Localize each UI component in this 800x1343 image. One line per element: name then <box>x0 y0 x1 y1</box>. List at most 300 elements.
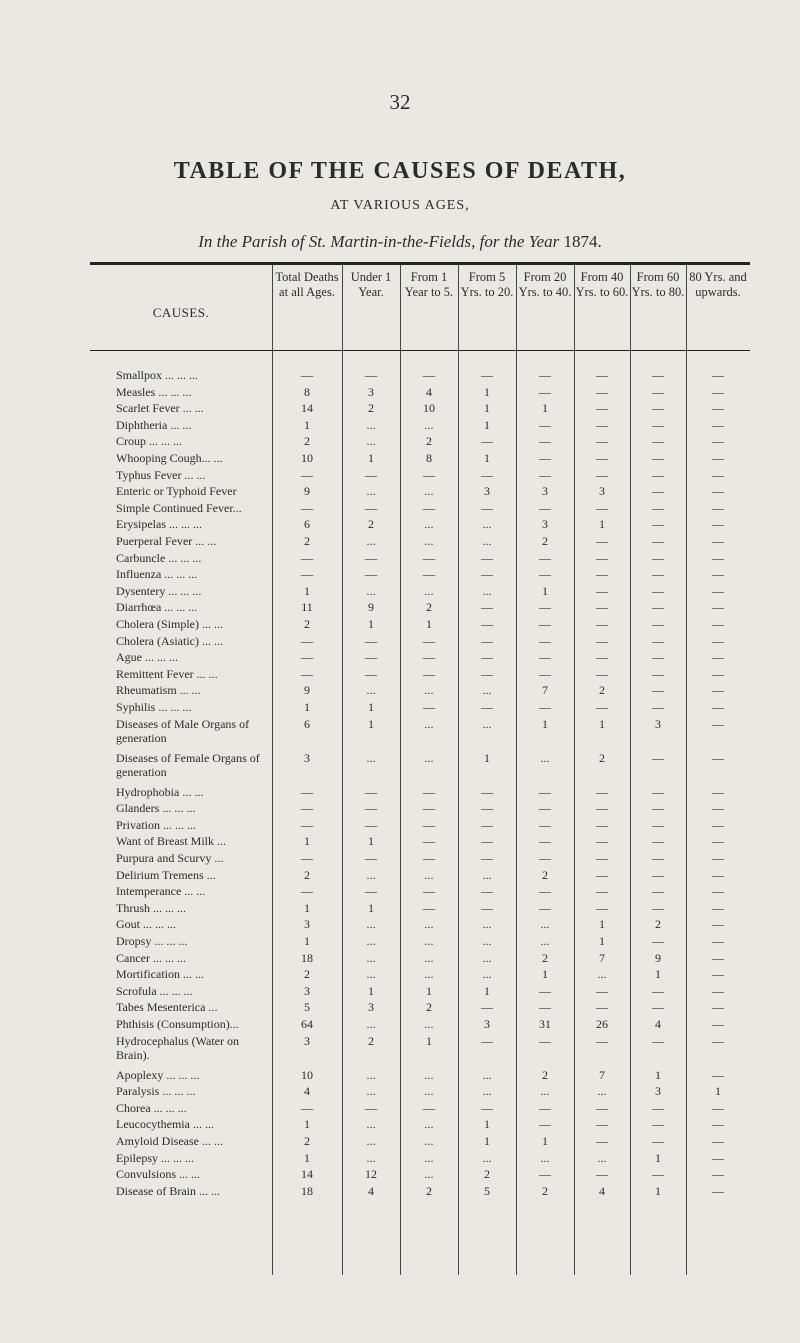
table-cell: — <box>652 851 664 865</box>
table-cell: 2 <box>542 867 548 882</box>
table-cell: 3 <box>542 484 548 499</box>
table-cell: — <box>712 1017 724 1031</box>
table-cell: 11 <box>301 600 313 615</box>
table-cell: 2 <box>484 1167 490 1182</box>
table-cell: 1 <box>484 384 490 399</box>
table-cell: 1 <box>304 583 310 598</box>
table-cell: — <box>539 834 551 849</box>
table-row <box>0 418 800 434</box>
table-cell: — <box>712 600 724 615</box>
table-cell: — <box>712 467 724 482</box>
table-cell: — <box>652 650 664 665</box>
table-cell: — <box>652 934 664 948</box>
table-row <box>0 517 800 533</box>
table-cell: ... <box>424 716 434 731</box>
table-row <box>0 884 800 900</box>
table-cell: ... <box>424 867 434 882</box>
table-cell: ... <box>424 950 434 965</box>
table-cell: 1 <box>368 900 374 915</box>
table-cell: — <box>596 1134 608 1148</box>
table-row <box>0 818 800 834</box>
table-cell: — <box>712 884 724 899</box>
table-cell: — <box>712 683 724 698</box>
table-cell: ... <box>540 934 550 948</box>
table-cell: 2 <box>304 1134 310 1148</box>
table-cell: — <box>652 600 664 615</box>
table-cell: — <box>652 683 664 698</box>
table-cell: 3 <box>304 983 310 998</box>
cause-name: Apoplexy ... ... ... <box>116 1067 200 1082</box>
table-cell: — <box>481 500 493 515</box>
table-cell: 1 <box>655 1150 661 1165</box>
table-row <box>0 468 800 484</box>
table-cell: 10 <box>423 401 435 416</box>
table-cell: — <box>712 1167 724 1182</box>
table-cell: — <box>596 900 608 915</box>
cause-name: Smallpox ... ... ... <box>116 368 199 382</box>
table-cell: — <box>539 801 551 816</box>
table-cell: — <box>481 834 493 849</box>
table-cell: — <box>712 851 724 865</box>
table-cell: 1 <box>599 716 605 731</box>
table-cell: 4 <box>599 1183 605 1198</box>
cause-name: Influenza ... ... ... <box>116 567 198 582</box>
table-cell: 1 <box>655 1183 661 1198</box>
table-cell: — <box>652 1117 664 1132</box>
table-cell: — <box>301 851 313 865</box>
table-cell: 1 <box>304 834 310 849</box>
table-cell: — <box>712 1100 724 1115</box>
table-cell: 8 <box>304 384 310 399</box>
table-cell: — <box>712 434 724 449</box>
table-cell: — <box>481 550 493 565</box>
table-cell: 1 <box>484 1134 490 1148</box>
table-cell: ... <box>482 867 492 882</box>
cause-name: Phthisis (Consumption)... <box>116 1017 239 1031</box>
table-row <box>0 385 800 401</box>
table-cell: — <box>712 983 724 998</box>
table-cell: — <box>652 983 664 998</box>
header-60-to-80: From 60 Yrs. to 80. <box>631 270 685 299</box>
table-cell: 3 <box>599 484 605 499</box>
table-cell: 1 <box>484 1117 490 1132</box>
table-cell: — <box>301 633 313 648</box>
cause-name: Leucocythemia ... ... <box>116 1117 214 1132</box>
table-cell: 1 <box>599 917 605 932</box>
table-cell: ... <box>366 1017 376 1031</box>
table-cell: — <box>301 467 313 482</box>
table-cell: — <box>712 500 724 515</box>
table-row <box>0 617 800 633</box>
table-row <box>0 667 800 683</box>
table-row <box>0 501 800 517</box>
table-cell: — <box>712 384 724 399</box>
table-cell: — <box>652 1167 664 1182</box>
table-row <box>0 1068 800 1084</box>
table-cell: — <box>596 550 608 565</box>
table-cell: 2 <box>542 950 548 965</box>
table-cell: — <box>712 834 724 849</box>
table-cell: 3 <box>655 1084 661 1099</box>
table-cell: — <box>481 801 493 816</box>
table-cell: 3 <box>484 1017 490 1031</box>
cause-name: Diseases of Female Organs of generation <box>116 750 260 779</box>
table-cell: — <box>481 1000 493 1015</box>
page-number: 32 <box>389 90 411 114</box>
table-cell: 3 <box>484 484 490 499</box>
table-cell: — <box>423 801 435 816</box>
table-cell: — <box>712 967 724 982</box>
table-cell: — <box>365 817 377 832</box>
table-cell: — <box>423 650 435 665</box>
table-row <box>0 785 800 801</box>
table-cell: ... <box>424 750 434 765</box>
table-row <box>0 1017 800 1033</box>
table-row <box>0 584 800 600</box>
table-cell: 10 <box>301 451 313 465</box>
table-cell: ... <box>424 1067 434 1082</box>
table-cell: — <box>712 716 724 731</box>
table-row <box>0 1167 800 1183</box>
cause-name: Carbuncle ... ... ... <box>116 550 202 565</box>
table-cell: 7 <box>542 683 548 698</box>
table-row <box>0 551 800 567</box>
table-cell: — <box>423 700 435 714</box>
table-cell: — <box>712 617 724 631</box>
table-cell: 2 <box>542 1183 548 1198</box>
table-cell: 2 <box>304 434 310 449</box>
table-cell: — <box>712 417 724 432</box>
table-row <box>0 451 800 467</box>
table-cell: — <box>423 567 435 582</box>
table-row <box>0 951 800 967</box>
table-subtitle: AT VARIOUS AGES, <box>330 198 470 213</box>
table-cell: — <box>596 1117 608 1132</box>
table-cell: — <box>712 1033 724 1048</box>
table-cell: — <box>539 1117 551 1132</box>
cause-name: Scrofula ... ... ... <box>116 983 193 998</box>
table-cell: 2 <box>426 1183 432 1198</box>
table-cell: — <box>301 817 313 832</box>
header-80-up: 80 Yrs. and upwards. <box>689 270 747 299</box>
table-cell: 4 <box>426 384 432 399</box>
table-cell: — <box>365 368 377 382</box>
table-cell: — <box>365 567 377 582</box>
table-cell: — <box>481 1033 493 1048</box>
table-row <box>0 1117 800 1133</box>
table-cell: — <box>712 950 724 965</box>
table-cell: — <box>539 900 551 915</box>
cause-name: Ague ... ... ... <box>116 650 178 665</box>
table-cell: — <box>652 583 664 598</box>
table-cell: ... <box>482 967 492 982</box>
table-cell: — <box>596 417 608 432</box>
table-cell: 1 <box>368 834 374 849</box>
table-cell: 1 <box>542 967 548 982</box>
cause-name: Croup ... ... ... <box>116 434 182 449</box>
table-cell: — <box>423 633 435 648</box>
cause-name: Enteric or Typhoid Fever <box>116 484 237 499</box>
top-rule <box>90 262 750 265</box>
table-cell: ... <box>366 683 376 698</box>
table-cell: — <box>365 633 377 648</box>
cause-name: Hydrophobia ... ... <box>116 784 204 799</box>
table-cell: 3 <box>368 384 374 399</box>
table-row <box>0 901 800 917</box>
table-cell: — <box>481 851 493 865</box>
table-cell: 1 <box>655 967 661 982</box>
table-cell: ... <box>366 534 376 548</box>
table-cell: — <box>301 550 313 565</box>
table-cell: 10 <box>301 1067 313 1082</box>
table-cell: ... <box>366 867 376 882</box>
table-row <box>0 1184 800 1200</box>
table-cell: 8 <box>426 451 432 465</box>
table-cell: — <box>365 550 377 565</box>
table-cell: — <box>652 434 664 449</box>
table-cell: 2 <box>368 517 374 532</box>
table-cell: — <box>712 1183 724 1198</box>
cause-name: Erysipelas ... ... ... <box>116 517 202 532</box>
table-cell: — <box>596 851 608 865</box>
table-cell: — <box>301 567 313 582</box>
table-cell: 9 <box>368 600 374 615</box>
table-cell: — <box>596 451 608 465</box>
table-cell: ... <box>482 583 492 598</box>
table-cell: 14 <box>301 1167 313 1182</box>
header-20-to-40: From 20 Yrs. to 40. <box>518 270 572 299</box>
table-cell: — <box>652 817 664 832</box>
table-row <box>0 1084 800 1100</box>
table-cell: — <box>712 1000 724 1015</box>
cause-name: Dysentery ... ... ... <box>116 583 202 598</box>
table-cell: — <box>596 834 608 849</box>
table-cell: — <box>481 368 493 382</box>
table-cell: 1 <box>542 1134 548 1148</box>
table-cell: ... <box>482 517 492 532</box>
table-cell: — <box>712 867 724 882</box>
table-cell: — <box>539 884 551 899</box>
table-row <box>0 716 800 745</box>
cause-name: Rheumatism ... ... <box>116 683 201 698</box>
table-cell: ... <box>424 1117 434 1132</box>
table-cell: ... <box>482 683 492 698</box>
table-cell: — <box>539 500 551 515</box>
table-cell: ... <box>424 534 434 548</box>
table-cell: — <box>481 600 493 615</box>
table-cell: ... <box>482 950 492 965</box>
table-cell: 2 <box>542 534 548 548</box>
table-cell: ... <box>424 683 434 698</box>
table-cell: ... <box>366 1134 376 1148</box>
table-cell: ... <box>366 934 376 948</box>
cause-name: Epilepsy ... ... ... <box>116 1150 194 1165</box>
table-cell: ... <box>540 1150 550 1165</box>
table-cell: 6 <box>304 716 310 731</box>
table-cell: — <box>712 401 724 416</box>
table-cell: — <box>365 884 377 899</box>
table-cell: ... <box>540 750 550 765</box>
cause-name: Gout ... ... ... <box>116 917 176 932</box>
table-cell: 2 <box>304 867 310 882</box>
table-cell: — <box>481 434 493 449</box>
table-cell: — <box>539 633 551 648</box>
table-cell: — <box>712 934 724 948</box>
table-cell: — <box>423 834 435 849</box>
table-cell: — <box>481 650 493 665</box>
table-cell: — <box>712 368 724 382</box>
table-cell: — <box>712 517 724 532</box>
table-cell: ... <box>482 534 492 548</box>
table-cell: — <box>652 900 664 915</box>
table-cell: — <box>539 617 551 631</box>
table-row <box>0 567 800 583</box>
table-cell: — <box>712 534 724 548</box>
table-cell: 3 <box>304 1033 310 1048</box>
table-cell: — <box>596 368 608 382</box>
table-cell: 1 <box>368 451 374 465</box>
table-cell: — <box>481 633 493 648</box>
table-cell: 18 <box>301 950 313 965</box>
table-cell: 4 <box>368 1183 374 1198</box>
table-cell: — <box>423 500 435 515</box>
table-cell: — <box>652 784 664 799</box>
table-row <box>0 834 800 850</box>
table-cell: — <box>539 417 551 432</box>
table-cell: — <box>365 666 377 681</box>
table-cell: — <box>301 368 313 382</box>
table-row <box>0 750 800 779</box>
header-under-1: Under 1 Year. <box>350 270 392 299</box>
year: 1874. <box>563 232 602 251</box>
table-cell: — <box>423 851 435 865</box>
table-row <box>0 1033 800 1062</box>
table-cell: — <box>652 1033 664 1048</box>
table-cell: — <box>596 600 608 615</box>
table-row <box>0 401 800 417</box>
table-cell: 3 <box>655 716 661 731</box>
table-cell: — <box>365 851 377 865</box>
table-cell: ... <box>366 1067 376 1082</box>
table-cell: — <box>652 467 664 482</box>
table-cell: ... <box>597 1150 607 1165</box>
table-cell: — <box>596 1000 608 1015</box>
table-row <box>0 434 800 450</box>
table-cell: — <box>596 817 608 832</box>
cause-name: Typhus Fever ... ... <box>116 467 206 482</box>
table-cell: 5 <box>304 1000 310 1015</box>
table-cell: — <box>596 467 608 482</box>
table-title: TABLE OF THE CAUSES OF DEATH, <box>173 158 627 184</box>
table-cell: 3 <box>542 517 548 532</box>
cause-name: Puerperal Fever ... ... <box>116 534 217 548</box>
table-cell: 2 <box>368 1033 374 1048</box>
table-cell: ... <box>424 1150 434 1165</box>
table-cell: — <box>652 368 664 382</box>
table-cell: 2 <box>599 683 605 698</box>
table-cell: ... <box>366 434 376 449</box>
table-cell: — <box>539 384 551 399</box>
cause-name: Remittent Fever ... ... <box>116 666 218 681</box>
table-cell: 64 <box>301 1017 313 1031</box>
table-cell: 3 <box>304 917 310 932</box>
table-cell: 1 <box>304 1117 310 1132</box>
table-cell: ... <box>482 716 492 731</box>
cause-name: Simple Continued Fever... <box>116 500 242 515</box>
table-cell: — <box>539 784 551 799</box>
header-rule <box>90 350 750 351</box>
header-causes: CAUSES. <box>152 305 210 320</box>
table-cell: — <box>596 867 608 882</box>
table-cell: 1 <box>542 716 548 731</box>
table-cell: — <box>652 517 664 532</box>
table-cell: ... <box>482 934 492 948</box>
table-cell: — <box>301 1100 313 1115</box>
table-cell: — <box>539 1033 551 1048</box>
table-cell: — <box>652 834 664 849</box>
table-cell: ... <box>540 1084 550 1099</box>
table-cell: — <box>481 567 493 582</box>
table-cell: ... <box>597 1084 607 1099</box>
table-cell: — <box>539 567 551 582</box>
table-cell: — <box>481 784 493 799</box>
table-cell: 2 <box>304 617 310 631</box>
table-cell: 9 <box>655 950 661 965</box>
table-cell: — <box>652 617 664 631</box>
table-cell: — <box>365 467 377 482</box>
header-40-to-60: From 40 Yrs. to 60. <box>575 270 629 299</box>
table-row <box>0 484 800 500</box>
table-cell: ... <box>424 583 434 598</box>
table-cell: — <box>712 1134 724 1148</box>
table-row <box>0 1000 800 1016</box>
table-cell: — <box>423 884 435 899</box>
table-cell: — <box>652 401 664 416</box>
table-cell: 2 <box>426 600 432 615</box>
table-row <box>0 368 800 384</box>
cause-name: Purpura and Scurvy ... <box>116 851 224 865</box>
table-cell: — <box>481 900 493 915</box>
table-cell: — <box>596 1033 608 1048</box>
table-cell: 1 <box>542 583 548 598</box>
table-cell: 1 <box>484 983 490 998</box>
table-cell: — <box>596 500 608 515</box>
table-cell: 14 <box>301 401 313 416</box>
cause-name: Scarlet Fever ... ... <box>116 401 204 416</box>
cause-name: Paralysis ... ... ... <box>116 1084 196 1099</box>
table-cell: — <box>596 567 608 582</box>
table-cell: — <box>301 884 313 899</box>
cause-name: Cholera (Simple) ... ... <box>116 617 223 631</box>
table-cell: ... <box>424 934 434 948</box>
cause-name: Disease of Brain ... ... <box>116 1183 220 1198</box>
table-cell: 1 <box>304 900 310 915</box>
table-cell: — <box>596 650 608 665</box>
table-cell: ... <box>366 967 376 982</box>
header-total: Total Deaths at all Ages. <box>275 270 339 299</box>
cause-name: Want of Breast Milk ... <box>116 834 227 849</box>
cause-name: Measles ... ... ... <box>116 384 192 399</box>
table-cell: ... <box>424 1084 434 1099</box>
table-cell: ... <box>424 1134 434 1148</box>
table-cell: 1 <box>426 983 432 998</box>
table-cell: — <box>596 801 608 816</box>
table-cell: ... <box>540 917 550 932</box>
table-cell: 9 <box>304 683 310 698</box>
table-row <box>0 650 800 666</box>
table-cell: ... <box>366 950 376 965</box>
table-cell: — <box>539 650 551 665</box>
